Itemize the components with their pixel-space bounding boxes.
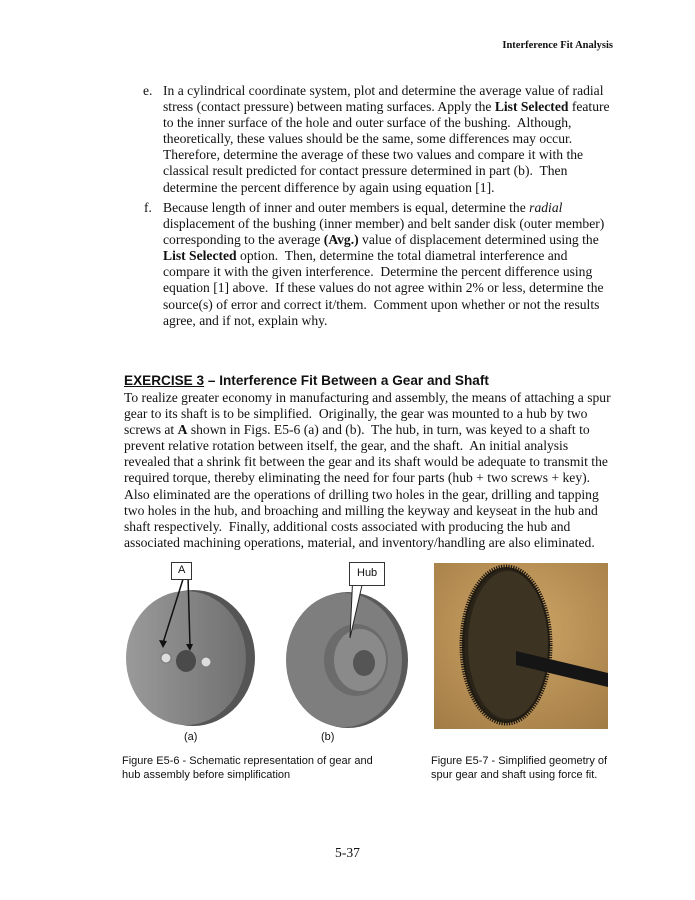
subfigure-label-b: (b): [321, 731, 335, 743]
italic-text: radial: [529, 200, 563, 215]
item-e-text: [163, 83, 610, 196]
text-run: In a cylindrical coordinate system, plot and determine the average value of radial stress (contact pressure) between mating surfaces. Apply the: [163, 83, 604, 115]
exercise-label: EXERCISE 3: [124, 373, 205, 388]
exercise-title: – Interference Fit Between a Gear and Shaft: [204, 373, 489, 388]
figure-e5-6b-gear-with-hub: [268, 560, 408, 730]
callout-hub: Hub: [349, 562, 385, 586]
text-run: feature to the inner surface of the hole and outer surface of the bushing. Although, theoretically, these values should be the same, some differences may occur. Therefore, determine the average of these two values and compare it with the classical result predicted for contact pressure determined in part (b). Then determine the percent difference by again using equation [1].: [163, 99, 610, 195]
callout-a: A: [171, 562, 192, 580]
subfigure-label-a: (a): [184, 731, 198, 743]
item-marker-e: e.: [143, 83, 153, 98]
exercise-heading: [124, 373, 489, 388]
text-run: displacement of the bushing (inner member) and belt sander disk (outer member) corresponding to the average: [163, 216, 605, 248]
text-run: option. Then, determine the total diametral interference and compare it with the given interference. Determine the percent difference using equation [1] above. If these values do not agree within 2% or less, determine the source(s) of error and correct it/them. Comment upon whether or not the results agree, and if not, explain why.: [163, 248, 604, 328]
exercise-body: [124, 390, 611, 551]
text-run: Because length of inner and outer members is equal, determine the: [163, 200, 530, 215]
bold-text: List Selected: [494, 99, 569, 115]
text-run: shown in Figs. E5-6 (a) and (b). The hub, in turn, was keyed to a shaft to prevent relative rotation between itself, the gear, and the shaft. An initial analysis revealed that a shrink fit between the gear and its shaft would be adequate to transmit the required torque, thereby eliminating the need for four parts (hub + two screws + key). Also eliminated are the operations of drilling two holes in the gear, drilling and tapping two holes in the hub, and broaching and milling the keyway and keyseat in the hub and shaft respectively. Finally, additional costs associated with producing the hub and associated machining operations, material, and inventory/handling are also eliminated.: [124, 422, 608, 550]
caption-figure-e5-6: Figure E5-6 - Schematic representation of gear and hub assembly before simplification: [122, 755, 373, 781]
page-number: 5-37: [335, 845, 360, 860]
item-f-text: [163, 200, 604, 329]
running-header: Interference Fit Analysis: [502, 40, 613, 51]
bold-text: A: [177, 422, 188, 438]
item-marker-f: f.: [144, 200, 152, 215]
bold-text: (Avg.): [323, 232, 359, 248]
bold-text: List Selected: [163, 248, 237, 264]
text-run: value of displacement determined using the: [362, 232, 599, 248]
figure-e5-6a-gear-with-screws: [118, 558, 258, 728]
text-run: To realize greater economy in manufacturing and assembly, the means of attaching a spur gear to its shaft is to be simplified. Originally, the gear was mounted to a hub by two screws at: [124, 390, 611, 438]
figure-e5-7-gear-shaft-photo: [434, 563, 608, 729]
caption-figure-e5-7: Figure E5-7 - Simplified geometry of spur gear and shaft using force fit.: [431, 755, 608, 781]
